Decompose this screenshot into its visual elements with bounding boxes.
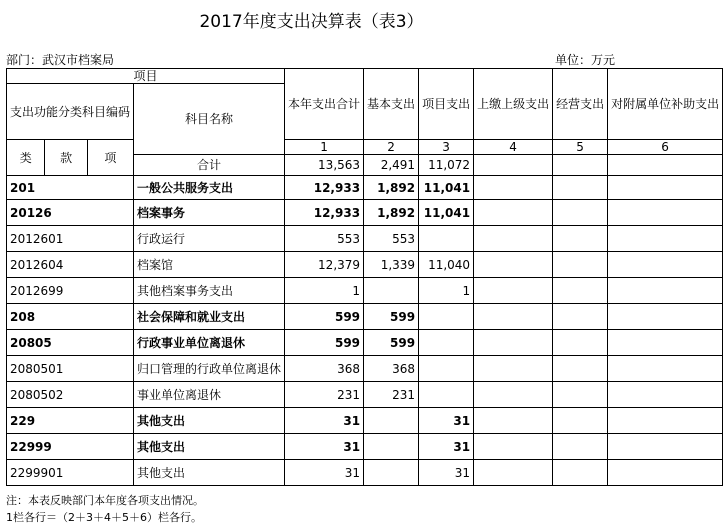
row-value-1: 31 [285,408,364,434]
expenditure-table [6,68,723,486]
row-value-1: 31 [285,434,364,460]
row-value-5 [553,434,608,460]
row-value-6 [608,278,723,304]
row-value-6 [608,226,723,252]
report-title: 2017年度支出决算表（表3） [199,12,424,32]
row-value-5 [553,382,608,408]
row-code: 229 [7,408,134,434]
total-value-4 [474,155,553,176]
row-name: 档案事务 [134,200,285,226]
row-value-5 [553,408,608,434]
header-business: 经营支出 [553,69,608,140]
row-name: 一般公共服务支出 [134,176,285,200]
row-code: 2299901 [7,460,134,486]
table-row [7,330,723,356]
row-name: 行政运行 [134,226,285,252]
row-value-4 [474,434,553,460]
row-value-3: 31 [419,408,474,434]
header-func-code: 支出功能分类科目编码 [7,84,134,140]
row-value-4 [474,200,553,226]
header-subject-name: 科目名称 [134,84,285,155]
row-value-6 [608,382,723,408]
row-name: 行政事业单位离退休 [134,330,285,356]
row-value-1: 12,933 [285,176,364,200]
table-row [7,176,723,200]
table-row [7,200,723,226]
row-value-4 [474,304,553,330]
row-value-5 [553,200,608,226]
footnote-2: 1栏各行＝（2＋3＋4＋5＋6）栏各行。 [6,511,202,524]
footnote-1: 注：本表反映部门本年度各项支出情况。 [6,494,204,507]
row-value-2: 1,892 [364,200,419,226]
table-row [7,278,723,304]
row-name: 档案馆 [134,252,285,278]
row-value-5 [553,330,608,356]
row-value-6 [608,356,723,382]
row-value-6 [608,408,723,434]
table-row [7,304,723,330]
row-value-2: 1,892 [364,176,419,200]
table-row [7,226,723,252]
row-name: 社会保障和就业支出 [134,304,285,330]
row-value-3: 11,041 [419,176,474,200]
row-value-3 [419,226,474,252]
col-no-2: 2 [364,140,419,155]
header-lei: 类 [7,140,45,176]
row-value-2: 1,339 [364,252,419,278]
row-value-2: 599 [364,304,419,330]
total-value-6 [608,155,723,176]
row-value-3 [419,304,474,330]
row-value-3: 11,040 [419,252,474,278]
row-value-2 [364,460,419,486]
row-value-4 [474,226,553,252]
header-project: 项目支出 [419,69,474,140]
row-name: 事业单位离退休 [134,382,285,408]
row-name: 其他档案事务支出 [134,278,285,304]
row-code: 20805 [7,330,134,356]
row-value-6 [608,434,723,460]
row-value-5 [553,356,608,382]
row-name: 其他支出 [134,460,285,486]
header-kuan: 款 [45,140,87,176]
row-value-2: 368 [364,356,419,382]
table-row [7,434,723,460]
row-value-1: 368 [285,356,364,382]
row-name: 归口管理的行政单位离退休 [134,356,285,382]
row-value-6 [608,330,723,356]
row-value-1: 31 [285,460,364,486]
row-value-5 [553,176,608,200]
col-no-5: 5 [553,140,608,155]
row-value-4 [474,330,553,356]
row-value-2 [364,278,419,304]
row-name: 其他支出 [134,434,285,460]
unit-label: 单位：万元 [554,53,615,67]
row-value-6 [608,176,723,200]
table-row [7,356,723,382]
row-value-2: 599 [364,330,419,356]
col-no-4: 4 [474,140,553,155]
row-value-3: 31 [419,460,474,486]
row-value-5 [553,226,608,252]
total-value-3: 11,072 [419,155,474,176]
row-name: 其他支出 [134,408,285,434]
row-value-2 [364,434,419,460]
row-value-3: 31 [419,434,474,460]
row-value-3: 11,041 [419,200,474,226]
table-row [7,252,723,278]
row-value-4 [474,356,553,382]
col-no-1: 1 [285,140,364,155]
header-xiang: 项 [87,140,133,176]
row-code: 2080502 [7,382,134,408]
row-value-5 [553,460,608,486]
table-row [7,460,723,486]
row-value-1: 231 [285,382,364,408]
row-code: 22999 [7,434,134,460]
row-value-6 [608,304,723,330]
header-item: 项目 [7,69,285,84]
row-value-2: 553 [364,226,419,252]
total-label: 合计 [134,155,285,176]
row-value-4 [474,252,553,278]
department-label: 部门：武汉市档案局 [6,53,115,67]
col-no-6: 6 [608,140,723,155]
col-no-3: 3 [419,140,474,155]
row-value-1: 12,933 [285,200,364,226]
row-value-4 [474,408,553,434]
row-code: 208 [7,304,134,330]
row-value-1: 553 [285,226,364,252]
row-value-3 [419,382,474,408]
row-code: 2012604 [7,252,134,278]
total-value-2: 2,491 [364,155,419,176]
row-value-4 [474,382,553,408]
row-value-4 [474,176,553,200]
row-value-6 [608,200,723,226]
row-value-6 [608,252,723,278]
row-value-5 [553,304,608,330]
row-value-5 [553,252,608,278]
row-value-1: 1 [285,278,364,304]
row-value-3 [419,330,474,356]
row-value-3: 1 [419,278,474,304]
header-upper: 上缴上级支出 [474,69,553,140]
header-total: 本年支出合计 [285,69,364,140]
row-code: 2080501 [7,356,134,382]
row-value-1: 12,379 [285,252,364,278]
row-code: 20126 [7,200,134,226]
row-value-5 [553,278,608,304]
header-basic: 基本支出 [364,69,419,140]
row-code: 2012699 [7,278,134,304]
row-value-1: 599 [285,330,364,356]
total-value-1: 13,563 [285,155,364,176]
row-value-1: 599 [285,304,364,330]
table-row [7,382,723,408]
row-value-6 [608,460,723,486]
row-value-3 [419,356,474,382]
total-value-5 [553,155,608,176]
header-subsidy: 对附属单位补助支出 [608,69,723,140]
row-value-4 [474,460,553,486]
row-value-2: 231 [364,382,419,408]
row-code: 2012601 [7,226,134,252]
row-value-4 [474,278,553,304]
row-code: 201 [7,176,134,200]
table-row [7,408,723,434]
row-value-2 [364,408,419,434]
